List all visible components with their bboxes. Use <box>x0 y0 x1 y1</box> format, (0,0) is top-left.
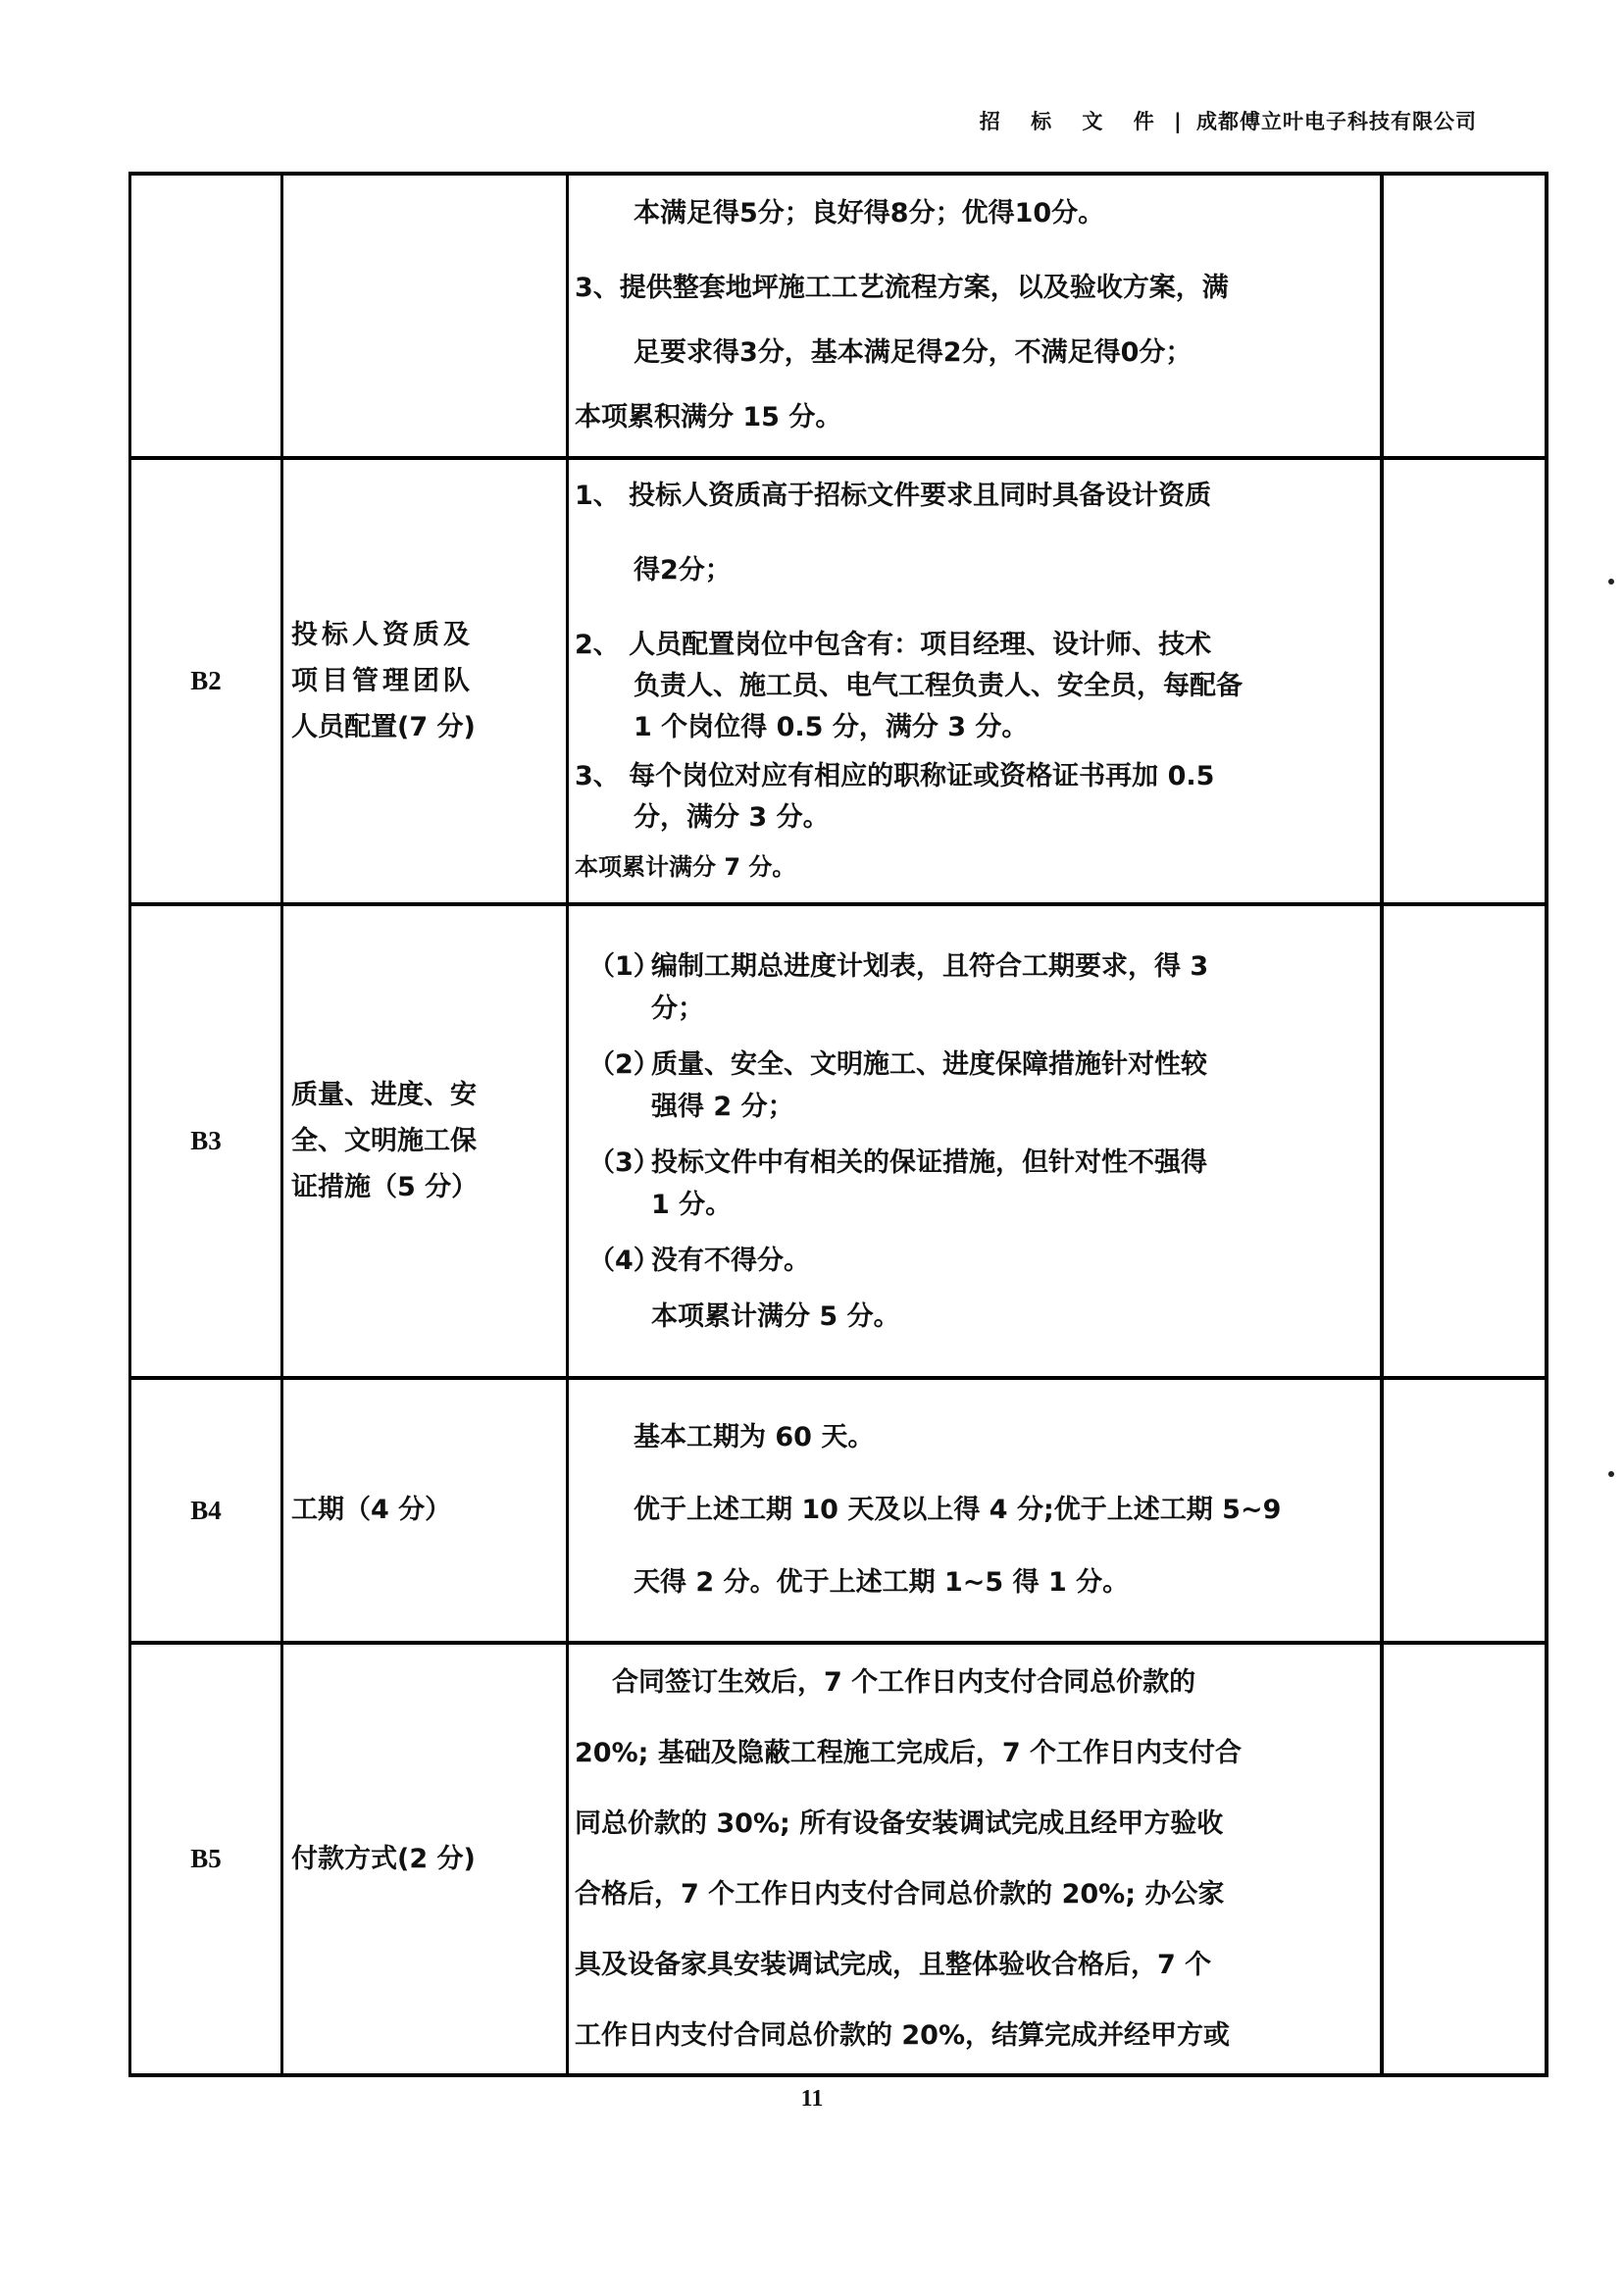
code-cell: B2 <box>130 458 282 904</box>
item-cell <box>282 174 568 458</box>
criteria-text: 质量、安全、文明施工、进度保障措施针对性较 <box>651 1048 1207 1080</box>
company-name: 成都傅立叶电子科技有限公司 <box>1196 110 1477 133</box>
criteria-line <box>575 945 1376 988</box>
criteria-line: 合格后，7 个工作日内支付合同总价款的 20%; 办公家 <box>575 1878 1225 1910</box>
score-cell <box>1382 1378 1547 1643</box>
item-cell <box>282 904 568 1378</box>
criteria-line <box>575 1240 1376 1282</box>
criteria-line: 合同签订生效后，7 个工作日内支付合同总价款的 <box>612 1666 1196 1698</box>
criteria-line: 负责人、施工员、电气工程负责人、安全员，每配备 <box>634 670 1243 701</box>
criteria-line: 1 分。 <box>651 1189 733 1220</box>
criteria-line <box>575 1142 1376 1184</box>
criteria-cell <box>568 174 1383 458</box>
item-cell <box>282 458 568 904</box>
table-row-b4 <box>130 1378 1548 1643</box>
item-cell: 工期（4 分） <box>282 1378 568 1643</box>
scan-speck <box>1608 579 1614 585</box>
criteria-cell <box>568 1378 1383 1643</box>
criteria-line: 足要求得3分，基本满足得2分，不满足得0分； <box>634 337 1193 368</box>
criteria-cell <box>568 458 1383 904</box>
criteria-total: 本项累计满分 5 分。 <box>651 1300 900 1332</box>
score-cell <box>1382 1643 1547 2075</box>
criteria-text: 编制工期总进度计划表，且符合工期要求，得 3 <box>651 950 1209 982</box>
criteria-line: 分； <box>651 993 704 1024</box>
page-number: 11 <box>800 2086 824 2112</box>
criteria-cell <box>568 1643 1383 2075</box>
criteria-text: 投标文件中有相关的保证措施，但针对性不强得 <box>651 1146 1207 1178</box>
item-line: 人员配置(7 分) <box>291 712 476 743</box>
item-number: （2） <box>588 1048 660 1080</box>
code-cell: B4 <box>130 1378 282 1643</box>
item-line: 投标人资质及 <box>291 619 474 650</box>
criteria-line: 强得 2 分； <box>651 1091 794 1122</box>
table-row-b5 <box>130 1643 1548 2075</box>
table-row-b3 <box>130 904 1548 1378</box>
header-separator: | <box>1174 110 1183 133</box>
item-number: （1） <box>588 950 660 982</box>
item-line: 质量、进度、安 <box>291 1079 477 1110</box>
criteria-line: 优于上述工期 10 天及以上得 4 分;优于上述工期 5~9 <box>634 1495 1282 1525</box>
criteria-line: 工作日内支付合同总价款的 20%，结算完成并经甲方或 <box>575 2019 1231 2051</box>
criteria-line: 1 个岗位得 0.5 分，满分 3 分。 <box>634 711 1029 742</box>
criteria-text: 没有不得分。 <box>651 1245 810 1276</box>
code-cell <box>130 174 282 458</box>
code-cell: B5 <box>130 1643 282 2075</box>
table-row-b1-continued <box>130 174 1548 458</box>
criteria-total: 本项累计满分 7 分。 <box>575 852 796 881</box>
criteria-total: 本项累积满分 15 分。 <box>575 402 842 433</box>
evaluation-table <box>128 172 1548 2077</box>
criteria-line: 3、 每个岗位对应有相应的职称证或资格证书再加 0.5 <box>575 760 1215 791</box>
code-cell: B3 <box>130 904 282 1378</box>
score-cell <box>1382 174 1547 458</box>
criteria-line: 1、 投标人资质高于招标文件要求且同时具备设计资质 <box>575 480 1212 511</box>
criteria-line: 3、提供整套地坪施工工艺流程方案，以及验收方案，满 <box>575 273 1229 303</box>
scan-speck <box>1608 1471 1614 1477</box>
criteria-line: 天得 2 分。优于上述工期 1~5 得 1 分。 <box>634 1567 1130 1598</box>
document-type: 招 标 文 件 <box>979 110 1166 133</box>
item-number: （3） <box>588 1146 660 1178</box>
criteria-line: 本满足得5分；良好得8分；优得10分。 <box>634 198 1105 229</box>
table-row-b2 <box>130 458 1548 904</box>
criteria-line: 具及设备家具安装调试完成，且整体验收合格后，7 个 <box>575 1949 1212 1980</box>
criteria-line: 20%; 基础及隐蔽工程施工完成后，7 个工作日内支付合 <box>575 1737 1243 1768</box>
page-header <box>980 106 1477 135</box>
score-cell <box>1382 458 1547 904</box>
criteria-line: 同总价款的 30%; 所有设备安装调试完成且经甲方验收 <box>575 1808 1224 1839</box>
item-number: （4） <box>588 1245 660 1276</box>
item-line: 证措施（5 分） <box>291 1172 479 1203</box>
criteria-line: 基本工期为 60 天。 <box>634 1422 875 1452</box>
criteria-line: 得2分； <box>634 554 732 586</box>
criteria-line: 2、 人员配置岗位中包含有：项目经理、设计师、技术 <box>575 629 1212 660</box>
item-cell: 付款方式(2 分) <box>282 1643 568 2075</box>
item-line: 全、文明施工保 <box>291 1125 477 1156</box>
criteria-line <box>575 1044 1376 1086</box>
criteria-cell <box>568 904 1383 1378</box>
item-line: 项目管理团队 <box>291 665 474 696</box>
criteria-line: 分，满分 3 分。 <box>634 801 830 833</box>
score-cell <box>1382 904 1547 1378</box>
